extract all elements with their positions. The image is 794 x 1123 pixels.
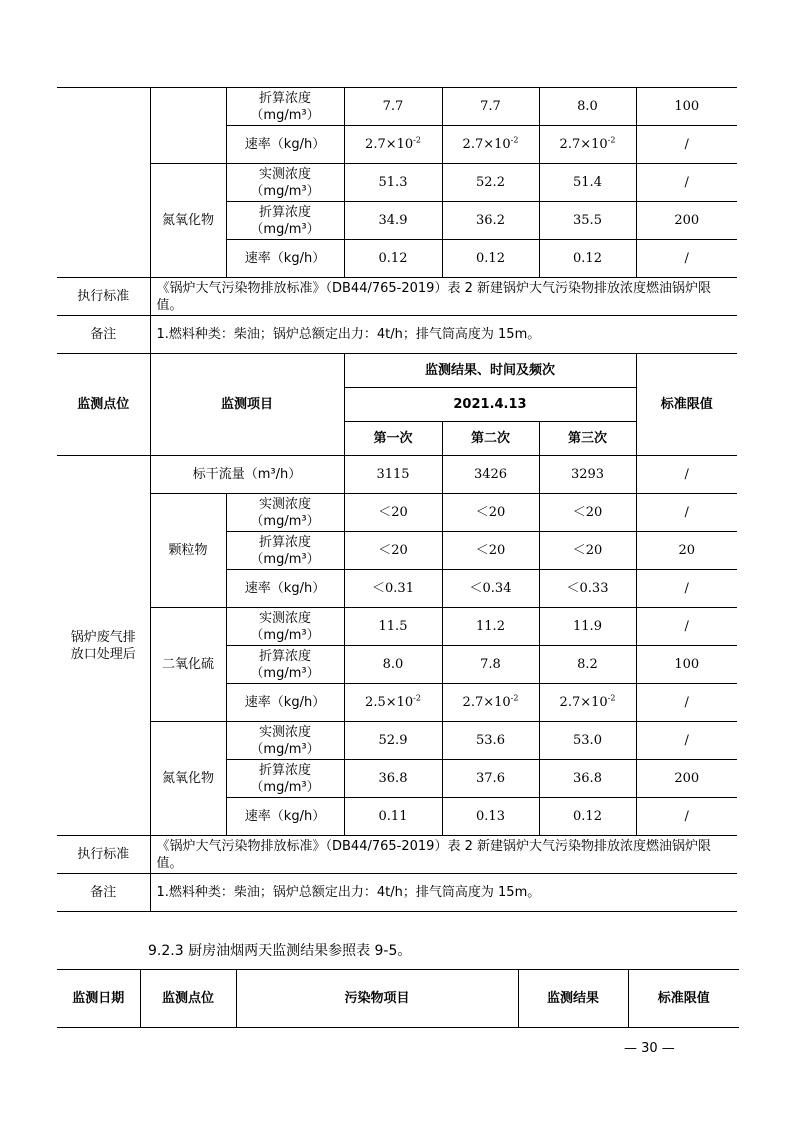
value-cell: 36.8 <box>539 760 636 798</box>
header-limit: 标准限值 <box>628 970 739 1028</box>
value-cell: 0.12 <box>344 240 442 278</box>
header-item: 监测项目 <box>150 354 344 456</box>
value-cell: 0.12 <box>539 798 636 836</box>
standard-label: 执行标准 <box>57 278 150 316</box>
value-cell: ＜20 <box>442 494 539 532</box>
monitoring-table <box>57 87 737 912</box>
value-cell: $2.7\times 10^{-2}$ <box>442 684 539 722</box>
limit-cell: / <box>636 240 737 278</box>
standard-text: 《锅炉大气污染物排放标准》（DB44/765-2019）表 2 新建锅炉大气污染物排放浓度燃油锅炉限值。 <box>150 836 737 874</box>
header-result: 监测结果、时间及频次 <box>344 354 636 388</box>
item-cell: 实测浓度 （mg/m³） <box>226 494 344 532</box>
limit-cell: / <box>636 456 737 494</box>
limit-cell: / <box>636 126 737 164</box>
remark-label: 备注 <box>57 316 150 354</box>
kitchen-fume-table-header <box>57 969 739 1028</box>
page-number: — 30 — <box>624 1041 675 1056</box>
value-cell: 8.2 <box>539 646 636 684</box>
header-second: 第二次 <box>442 422 539 456</box>
item-cell: 实测浓度 （mg/m³） <box>226 608 344 646</box>
value-cell: 8.0 <box>539 88 636 126</box>
item-cell: 折算浓度 （mg/m³） <box>226 88 344 126</box>
section-paragraph: 9.2.3 厨房油烟两天监测结果参照表 9-5。 <box>148 943 412 959</box>
limit-cell: / <box>636 798 737 836</box>
continued-group-cell <box>150 88 226 164</box>
value-cell: ＜20 <box>442 532 539 570</box>
value-cell: ＜20 <box>539 532 636 570</box>
limit-cell: / <box>636 722 737 760</box>
value-cell: 7.7 <box>442 88 539 126</box>
item-cell: 速率（kg/h） <box>226 798 344 836</box>
remark-label: 备注 <box>57 874 150 912</box>
value-cell: 35.5 <box>539 202 636 240</box>
limit-cell: 20 <box>636 532 737 570</box>
group-name-cell: 二氧化硫 <box>150 608 226 722</box>
limit-cell: / <box>636 494 737 532</box>
value-cell: 34.9 <box>344 202 442 240</box>
point-name-cell: 锅炉废气排 放口处理后 <box>57 456 150 836</box>
value-cell: ＜0.31 <box>344 570 442 608</box>
limit-cell: / <box>636 164 737 202</box>
value-cell: $2.5\times 10^{-2}$ <box>344 684 442 722</box>
value-cell: 51.3 <box>344 164 442 202</box>
limit-cell: 200 <box>636 760 737 798</box>
value-cell: 0.12 <box>442 240 539 278</box>
header-result: 监测结果 <box>518 970 628 1028</box>
standard-label: 执行标准 <box>57 836 150 874</box>
item-cell: 折算浓度 （mg/m³） <box>226 202 344 240</box>
value-cell: 51.4 <box>539 164 636 202</box>
value-cell: $2.7\times 10^{-2}$ <box>344 126 442 164</box>
value-cell: 36.8 <box>344 760 442 798</box>
continued-point-cell <box>57 88 150 278</box>
value-cell: $2.7\times 10^{-2}$ <box>442 126 539 164</box>
value-cell: ＜20 <box>344 494 442 532</box>
limit-cell: / <box>636 570 737 608</box>
value-cell: 53.6 <box>442 722 539 760</box>
header-date: 2021.4.13 <box>344 388 636 422</box>
item-cell: 速率（kg/h） <box>226 684 344 722</box>
item-cell: 速率（kg/h） <box>226 240 344 278</box>
value-cell: 11.5 <box>344 608 442 646</box>
limit-cell: 100 <box>636 88 737 126</box>
header-first: 第一次 <box>344 422 442 456</box>
value-cell: ＜0.34 <box>442 570 539 608</box>
group-name-cell: 氮氧化物 <box>150 722 226 836</box>
value-cell: 11.2 <box>442 608 539 646</box>
limit-cell: 200 <box>636 202 737 240</box>
value-cell: 7.8 <box>442 646 539 684</box>
limit-cell: 100 <box>636 646 737 684</box>
value-cell: 3115 <box>344 456 442 494</box>
value-cell: 3293 <box>539 456 636 494</box>
value-cell: 11.9 <box>539 608 636 646</box>
value-cell: 0.12 <box>539 240 636 278</box>
item-cell: 实测浓度 （mg/m³） <box>226 722 344 760</box>
value-cell: 8.0 <box>344 646 442 684</box>
value-cell: 7.7 <box>344 88 442 126</box>
header-point: 监测点位 <box>57 354 150 456</box>
item-cell: 折算浓度 （mg/m³） <box>226 532 344 570</box>
value-cell: ＜20 <box>344 532 442 570</box>
header-point: 监测点位 <box>140 970 236 1028</box>
limit-cell: / <box>636 684 737 722</box>
value-cell: 52.2 <box>442 164 539 202</box>
header-third: 第三次 <box>539 422 636 456</box>
value-cell: 36.2 <box>442 202 539 240</box>
value-cell: ＜0.33 <box>539 570 636 608</box>
value-cell: ＜20 <box>539 494 636 532</box>
value-cell: $2.7\times 10^{-2}$ <box>539 126 636 164</box>
value-cell: 52.9 <box>344 722 442 760</box>
group-name-cell: 颗粒物 <box>150 494 226 608</box>
flow-item-cell: 标干流量（m³/h） <box>150 456 344 494</box>
standard-text: 《锅炉大气污染物排放标准》（DB44/765-2019）表 2 新建锅炉大气污染物排放浓度燃油锅炉限值。 <box>150 278 737 316</box>
value-cell: 3426 <box>442 456 539 494</box>
limit-cell: / <box>636 608 737 646</box>
value-cell: 0.11 <box>344 798 442 836</box>
remark-text: 1.燃料种类：柴油；锅炉总额定出力：4t/h；排气筒高度为 15m。 <box>150 316 737 354</box>
remark-text: 1.燃料种类：柴油；锅炉总额定出力：4t/h；排气筒高度为 15m。 <box>150 874 737 912</box>
item-cell: 速率（kg/h） <box>226 570 344 608</box>
item-cell: 实测浓度 （mg/m³） <box>226 164 344 202</box>
value-cell: 37.6 <box>442 760 539 798</box>
header-limit: 标准限值 <box>636 354 737 456</box>
item-cell: 折算浓度 （mg/m³） <box>226 646 344 684</box>
value-cell: $2.7\times 10^{-2}$ <box>539 684 636 722</box>
group-name-cell: 氮氧化物 <box>150 164 226 278</box>
header-date: 监测日期 <box>57 970 140 1028</box>
value-cell: 0.13 <box>442 798 539 836</box>
item-cell: 速率（kg/h） <box>226 126 344 164</box>
header-item: 污染物项目 <box>236 970 518 1028</box>
value-cell: 53.0 <box>539 722 636 760</box>
item-cell: 折算浓度 （mg/m³） <box>226 760 344 798</box>
